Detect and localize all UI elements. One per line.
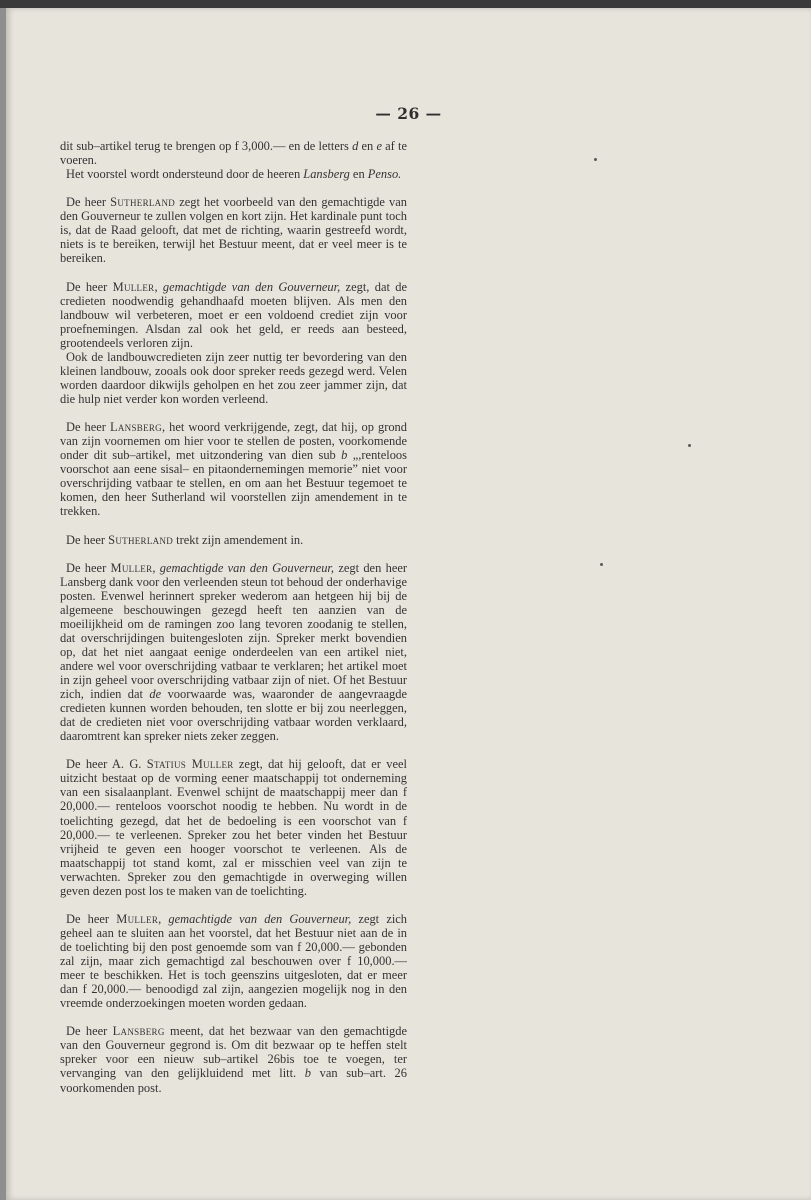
text-run: meent, dat het bezwaar van den gemachtigde van den Gouverneur gegrond is. Om dit bezwaar op te heffen stelt spreker voor een nieuw sub–artikel 26bis toe te voegen, ter vervanging van den gelijkluidend met litt. [60, 1024, 407, 1081]
text-run: Ook de landbouwcredieten zijn zeer nuttig ter bevordering van den kleinen landbouw, zooals ook door spreker reeds gezegd werd. Velen worden daardoor dikwijls geholpen en het zou zeer jammer zijn, dat die hulp niet verder kon worden verleend. [60, 349, 407, 406]
paragraph [60, 139, 407, 167]
text-run: en [349, 167, 368, 182]
paragraph [60, 420, 407, 518]
italic-text: Penso. [367, 167, 402, 182]
paragraph [60, 167, 407, 181]
paragraph [60, 533, 407, 547]
paragraph [60, 561, 407, 744]
paragraph [60, 195, 407, 265]
text-run: De heer [66, 532, 109, 547]
scan-speck [688, 444, 691, 447]
text-run: De heer [66, 560, 111, 575]
text-run: De heer A. G. [66, 757, 147, 772]
italic-text: gemachtigde van den Gouverneur, [159, 560, 335, 575]
italic-text: e [376, 139, 382, 153]
text-run: De heer [66, 1024, 113, 1039]
text-run: „,renteloos voorschot aan eene sisal– en pitaondernemingen memorie” niet voor overschrijding vatbaar te stellen, en om aan het Bestuur tegemoet te komen, den heer Sutherland wil voorstellen zijn amendement in te trekken. [60, 448, 407, 519]
italic-text: b [304, 1066, 312, 1081]
text-run: , [158, 911, 169, 926]
speaker-name: Muller [112, 279, 155, 294]
text-run: dit sub–artikel terug te brengen op f 3,000.— en de letters [60, 139, 353, 153]
text-run: trekt zijn amendement in. [173, 532, 304, 547]
speaker-name: Sutherland [108, 532, 174, 547]
text-run: Het voorstel wordt ondersteund door de heeren [66, 167, 304, 182]
text-run: zegt, dat hij gelooft, dat er veel uitzicht bestaat op de vorming eener maatschappij tot onderneming van een sisalaanplant. Evenwel schijnt de maatschappij meer dan f 20,000.— renteloos voorschot noodig te hebben. Nu wordt in de toelichting gezegd, dat het de bedoeling is een voorschot van f 20,000.— te verleenen. Spreker zou het beter vinden het Bestuur vrijheid te geven een hooger voorschot te verleenen. Als de maatschappij tot stand komt, zal er misschien veel van zijn te verwachten. Spreker zou den gemachtigde in overweging willen geven dezen post los te maken van de toelichting. [60, 757, 408, 898]
text-run: en [358, 139, 377, 153]
text-run: af te voeren. [60, 139, 407, 168]
speaker-name: Statius Muller [146, 757, 234, 772]
document-page [6, 8, 811, 1200]
italic-text: gemachtigde van den Gouverneur, [168, 911, 352, 926]
speaker-name: Muller [110, 560, 153, 575]
text-run: , het woord verkrijgende, zegt, dat hij, op grond van zijn voornemen om hier voor te stellen de posten, voorkomende onder dit sub–artikel, met uitzondering van dien sub [60, 420, 407, 463]
italic-text: gemachtigde van den Gouverneur, [162, 279, 341, 294]
speaker-name: Sutherland [110, 195, 176, 210]
paragraph [60, 280, 407, 350]
text-run: De heer [66, 911, 117, 926]
paragraph [60, 912, 407, 1010]
italic-text: Lansberg [303, 167, 350, 182]
paragraph [60, 757, 407, 897]
text-run: zegt het voorbeeld van den gemachtigde van den Gouverneur te zullen volgen en kort zijn. Het kardinale punt toch is, dat de Raad gelooft, dat met de richting, waarin gestreefd wordt, niets is te bereiken, terwijl het Bestuur meent, dat er veel meer is te bereiken. [60, 195, 407, 266]
text-column [60, 139, 407, 1095]
text-run: zegt den heer Lansberg dank voor den verleenden steun tot behoud der onderhavige posten. Evenwel herinnert spreker wederom aan hetgeen hij bij de algemeene beschouwingen gezegd heeft ten aanzien van de moeilijkheid om de ramingen zoo lang tevoren zoodanig te stellen, dat overschrijdingen buitengesloten zijn. Spreker merkt bovendien op, dat het niet aangaat eenige onderdeelen van een artikel niet, andere wel voor overschrijding vatbaar te verklaren; het artikel moet in zijn geheel voor overschrijding vatbaar zijn of niet. Of het Bestuur zich, indien dat [60, 560, 408, 702]
italic-text: de [149, 687, 162, 702]
text-run: voorwaarde was, waaronder de aangevraagde credieten kunnen worden behouden, ten slotte er bij zou neerleggen, dat de credieten niet voor overschrijding vatbaar worden verklaard, daaromtrent kan spreker niets zeker zeggen. [60, 687, 408, 744]
speaker-name: Muller [116, 911, 159, 926]
text-run: van sub–art. 26 voorkomenden post. [60, 1066, 407, 1095]
text-run: zegt, dat de credieten noodwendig gehandhaafd moeten blijven. Als men den landbouw wil verbeteren, moet er een voldoend crediet zijn voor proefnemingen. Alsdan zal ook het geld, er reeds aan besteed, grootendeels verloren zijn. [60, 279, 407, 350]
scan-speck [600, 563, 603, 566]
text-run: De heer [66, 195, 111, 210]
scan-speck [594, 158, 597, 161]
scan-frame-border [0, 0, 811, 8]
speaker-name: Lansberg [112, 1024, 165, 1039]
paragraph [60, 350, 407, 406]
italic-text: b [341, 448, 348, 463]
text-run: , [152, 560, 160, 575]
paragraph [60, 1024, 407, 1094]
text-run: De heer [66, 420, 110, 435]
text-run: zegt zich geheel aan te sluiten aan het voorstel, dat het Bestuur niet aan de in de toelichting bij den post genoemde som van f 20,000.— gebonden zal zijn, maar zich gemachtigd zal beschouwen over f 10,000.— meer te beschikken. Het is toch geenszins uitgesloten, dat er meer dan f 20,000.— benoodigd zal zijn, aangezien mogelijk nog in den vreemde onderzoekingen moeten worden gedaan. [60, 911, 408, 1011]
italic-text: d [352, 139, 359, 153]
page-number: — 26 — [375, 104, 442, 123]
speaker-name: Lansberg [109, 420, 162, 435]
text-run: , [154, 279, 163, 294]
text-run: De heer [66, 279, 113, 294]
